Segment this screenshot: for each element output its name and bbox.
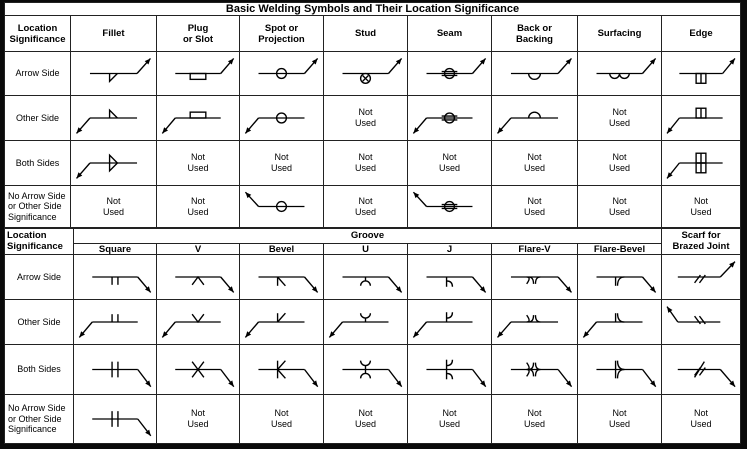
table-title: Basic Welding Symbols and Their Location Significance: [4, 2, 741, 16]
not-used-line: Used: [690, 206, 712, 217]
not-used-line: Used: [608, 206, 630, 217]
not-used-line: Used: [270, 419, 292, 429]
row-line: or Other Side: [8, 201, 62, 212]
row-line: Significance: [8, 211, 57, 222]
not-used-line: Not: [527, 408, 542, 418]
not-used-line: Used: [187, 206, 209, 217]
row-line: No Arrow Side: [8, 190, 66, 201]
row-line: or Other Side: [8, 413, 62, 424]
not-used-line: Used: [608, 163, 630, 173]
not-used-line: Used: [270, 163, 292, 173]
not-used-line: Not: [612, 152, 627, 162]
not-used-line: Used: [608, 419, 630, 429]
row-line: Other Side: [17, 316, 61, 327]
col-line: Fillet: [102, 28, 125, 39]
row-line: Both Sides: [17, 364, 61, 375]
not-used-line: Used: [438, 419, 460, 429]
not-used-line: Not: [358, 152, 373, 162]
col-line: Back or: [517, 22, 552, 34]
not-used-line: Used: [608, 118, 630, 128]
not-used-line: Not: [612, 107, 627, 117]
not-used-line: Not: [358, 107, 373, 117]
col-line: Stud: [354, 28, 377, 39]
not-used-line: Not: [274, 152, 289, 162]
col-line: Square: [98, 243, 132, 255]
not-used-line: Used: [523, 163, 545, 173]
not-used-line: Used: [523, 419, 545, 429]
welding-symbols-table: [4, 2, 741, 444]
not-used-line: Not: [693, 408, 708, 418]
col-line: Plug: [187, 22, 209, 34]
not-used-line: Not: [612, 195, 627, 206]
col-line: U: [362, 243, 369, 255]
corner-line: Significance: [9, 33, 66, 45]
not-used-line: Not: [527, 195, 542, 206]
col-line: Surfacing: [597, 28, 642, 39]
col-line: Seam: [436, 28, 463, 39]
not-used-line: Used: [354, 206, 376, 217]
col-line: Edge: [689, 28, 713, 39]
not-used-line: Not: [190, 408, 205, 418]
col-line: Flare-Bevel: [593, 243, 646, 255]
not-used-line: Not: [527, 152, 542, 162]
not-used-line: Not: [190, 195, 205, 206]
col-line: Bevel: [268, 243, 295, 255]
not-used-line: Not: [358, 195, 373, 206]
not-used-line: Not: [274, 408, 289, 418]
col-line: Backing: [516, 33, 553, 45]
not-used-line: Used: [354, 118, 376, 128]
not-used-line: Not: [190, 152, 205, 162]
not-used-line: Used: [354, 419, 376, 429]
outer-border: [4, 2, 741, 444]
corner-line: Significance: [7, 241, 63, 252]
row-line: No Arrow Side: [8, 403, 66, 414]
row-line: Arrow Side: [15, 68, 60, 79]
not-used-line: Not: [358, 408, 373, 418]
not-used-line: Used: [187, 419, 209, 429]
row-line: Arrow Side: [16, 271, 61, 282]
corner-line: Location: [17, 22, 58, 34]
col-line: J: [446, 243, 453, 255]
not-used-line: Not: [442, 408, 457, 418]
not-used-line: Used: [690, 419, 712, 429]
not-used-line: Used: [354, 163, 376, 173]
row-line: Both Sides: [15, 157, 60, 168]
col-line: Brazed Joint: [672, 241, 730, 252]
not-used-line: Not: [106, 195, 121, 206]
col-line: or Slot: [182, 33, 214, 45]
col-line: Scarf for: [681, 230, 721, 241]
not-used-line: Used: [523, 206, 545, 217]
not-used-line: Not: [442, 152, 457, 162]
col-line: Flare-V: [518, 243, 551, 255]
corner-line: Location: [7, 230, 47, 241]
col-line: Spot or: [264, 22, 299, 34]
row-line: Other Side: [15, 112, 60, 123]
not-used-line: Used: [187, 163, 209, 173]
groove-group-header: Groove: [74, 228, 662, 244]
not-used-line: Used: [102, 206, 124, 217]
not-used-line: Used: [438, 163, 460, 173]
not-used-line: Not: [612, 408, 627, 418]
col-line: V: [194, 243, 202, 255]
row-line: Significance: [8, 424, 57, 435]
not-used-line: Not: [693, 195, 708, 206]
col-line: Projection: [258, 33, 305, 45]
